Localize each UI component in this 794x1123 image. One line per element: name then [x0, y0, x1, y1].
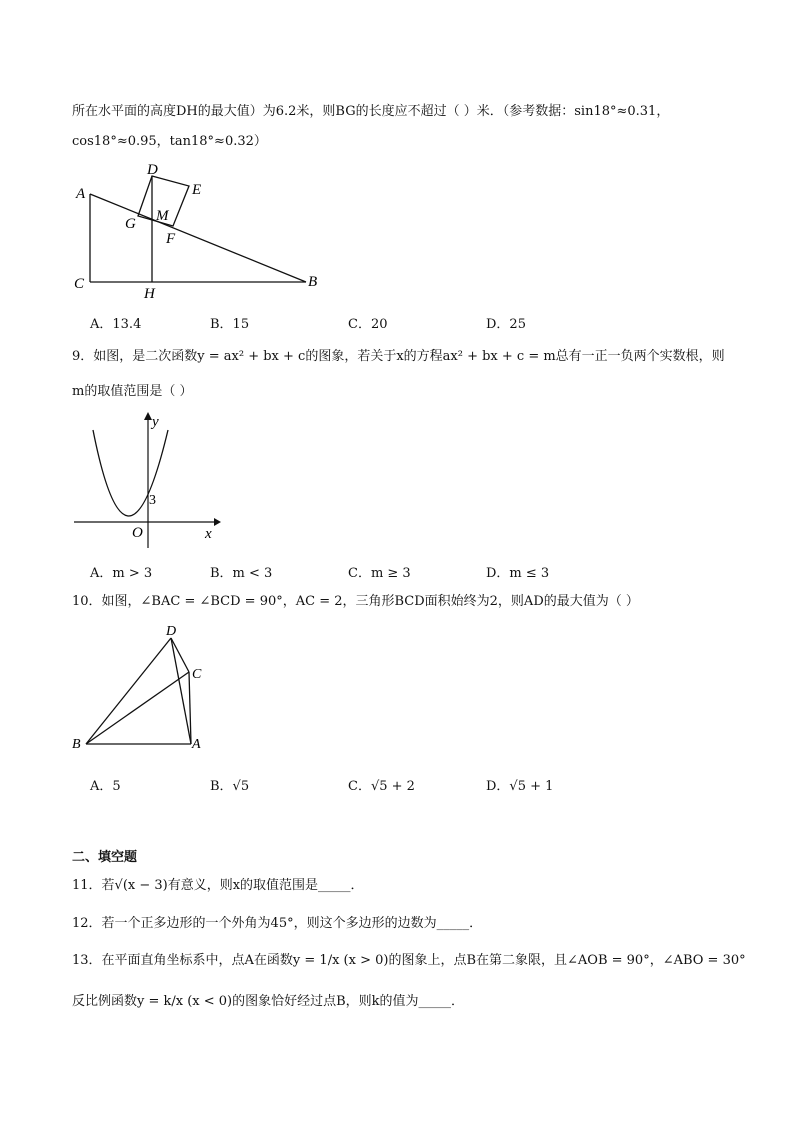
- q9-text-line2: m的取值范围是（ ）: [72, 384, 193, 399]
- section-2-title: 二、填空题: [72, 850, 138, 865]
- q9-option-a: A．m > 3: [90, 566, 153, 581]
- q9-parabola: [93, 430, 168, 516]
- q10-label-B: B: [72, 737, 81, 752]
- q10-label-A: A: [192, 737, 201, 752]
- q8-text-line1: 所在水平面的高度DH的最大值）为6.2米，则BG的长度应不超过（ ）米．（参考数据：sin18°≈0.31，: [72, 104, 670, 119]
- q8-label-F: F: [166, 231, 176, 247]
- q11-text: 11．若√(x − 3)有意义，则x的取值范围是_____．: [72, 878, 364, 893]
- q9-option-d: D．m ≤ 3: [486, 566, 550, 581]
- q8-label-M: M: [156, 208, 169, 224]
- q8-label-C: C: [74, 276, 85, 292]
- q8-label-H: H: [144, 286, 155, 302]
- q12-text: 12．若一个正多边形的一个外角为45°，则这个多边形的边数为_____．: [72, 916, 483, 931]
- q8-line-AB: [90, 194, 306, 282]
- q9-y-arrow: [144, 412, 152, 420]
- q8-option-d: D．25: [486, 317, 526, 332]
- q10-option-a: A．5: [90, 779, 121, 794]
- q8-figure: [70, 158, 330, 303]
- q9-label-y: y: [152, 414, 159, 430]
- q8-label-E: E: [192, 182, 202, 198]
- q9-label-3: 3: [149, 493, 156, 508]
- q10-option-b: B．√5: [210, 779, 250, 794]
- q9-text-line1: 9．如图，是二次函数y = ax² + bx + c的图象，若关于x的方程ax² + bx + c = m总有一正一负两个实数根，则: [72, 349, 725, 364]
- q8-label-B: B: [308, 274, 318, 290]
- q9-option-b: B．m < 3: [210, 566, 273, 581]
- q10-label-D: D: [166, 624, 177, 639]
- q9-option-c: C．m ≥ 3: [348, 566, 411, 581]
- q10-figure: [68, 620, 218, 755]
- q10-option-c: C．√5 + 2: [348, 779, 415, 794]
- q8-text-line2: cos18°≈0.95，tan18°≈0.32）: [72, 134, 267, 149]
- q8-label-A: A: [76, 186, 86, 202]
- q10-line-DA: [171, 638, 191, 744]
- q10-label-C: C: [192, 667, 202, 682]
- q13-text-line2: 反比例函数y = k/x (x < 0)的图象恰好经过点B，则k的值为_____．: [72, 994, 465, 1009]
- q10-option-d: D．√5 + 1: [486, 779, 554, 794]
- q9-label-origin: O: [132, 525, 143, 541]
- q10-line-BC: [86, 672, 189, 744]
- q13-text-line1: 13．在平面直角坐标系中，点A在函数y = 1/x (x > 0)的图象上，点B在第二象限，且∠AOB = 90°，∠ABO = 30°: [72, 953, 746, 968]
- q8-label-D: D: [147, 162, 158, 178]
- q10-line-BD: [86, 638, 171, 744]
- q8-option-c: C．20: [348, 317, 388, 332]
- q8-option-b: B．15: [210, 317, 250, 332]
- q9-label-x: x: [205, 526, 212, 542]
- q9-x-arrow: [214, 518, 221, 526]
- q9-figure: [68, 408, 228, 553]
- q10-text: 10．如图，∠BAC = ∠BCD = 90°，AC = 2，三角形BCD面积始终为2，则AD的最大值为（ ）: [72, 594, 639, 609]
- q8-label-G: G: [125, 216, 136, 232]
- q8-option-a: A．13.4: [90, 317, 142, 332]
